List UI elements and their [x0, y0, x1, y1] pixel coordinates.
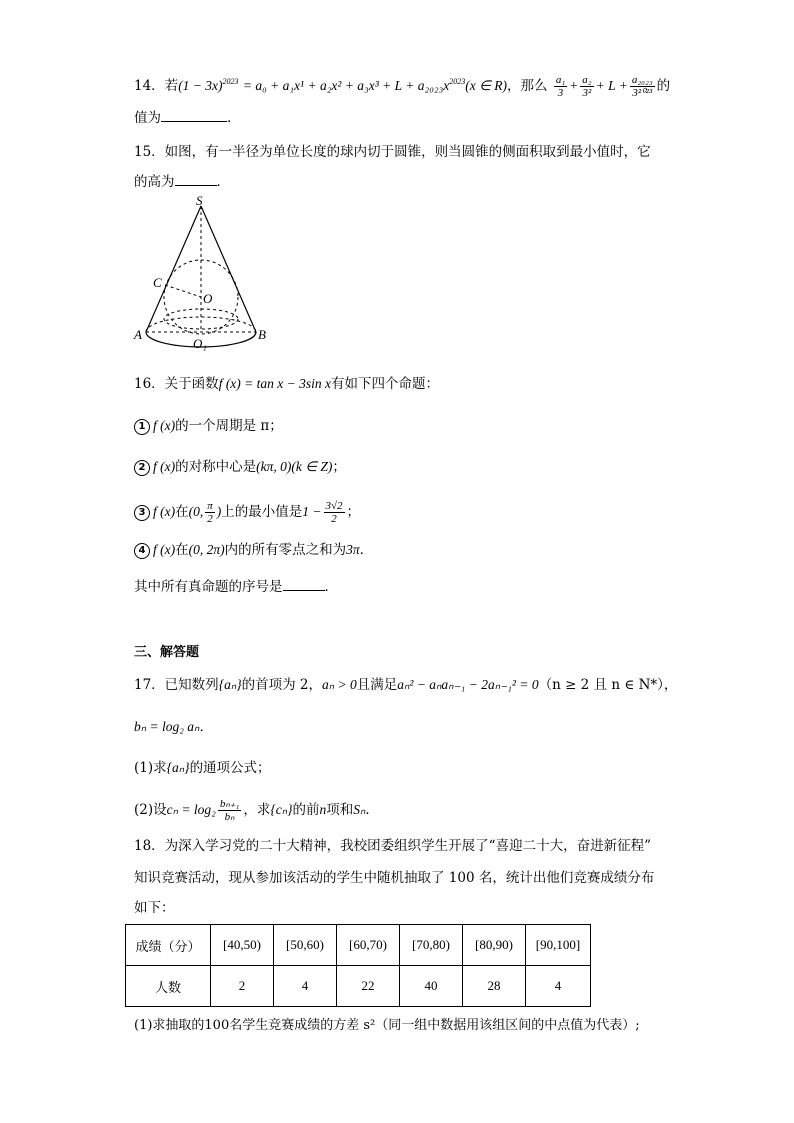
q16-question-text: 其中所有真命题的序号是 [134, 579, 283, 595]
table-header: 成绩（分） [126, 925, 211, 966]
q17-seq: {aₙ} [218, 677, 242, 692]
q14-frac1 [554, 74, 567, 99]
q16-intro [134, 374, 439, 394]
q15-line2 [134, 172, 230, 192]
q16-item-3-interval-b: ) [216, 504, 222, 519]
q17-part2-end: ． [365, 802, 379, 818]
q16-item-3-min-frac [324, 500, 345, 525]
q14-frac3-num: a₂₀₂₃ [631, 74, 653, 86]
q16-item-3-one-minus: 1 − [302, 504, 322, 519]
section-title: 三、解答题 [134, 645, 200, 660]
q14-number: 14．若 [134, 78, 179, 94]
table-cell: 22 [337, 966, 400, 1007]
q16-mark-4: 4 [134, 543, 150, 559]
q17-cond: aₙ > 0 [322, 677, 357, 692]
table-header: [60,70) [337, 925, 400, 966]
q14-frac1-num: a₁ [555, 74, 566, 86]
q17-part2-a: (2)设 [134, 802, 167, 818]
q16-item-2-f: f (x) [153, 459, 176, 474]
q16-item-3-text-b: 上的最小值是 [221, 504, 303, 520]
label-a: A [134, 327, 142, 342]
q14-then: ，那么 [507, 78, 548, 94]
q17-part2 [134, 795, 379, 825]
q16-item-3-text-a: 在 [175, 504, 189, 520]
q16-item-3-end: ； [346, 504, 361, 520]
q16-item-4 [134, 540, 373, 560]
q16-item-3-num: 3√2 [325, 500, 343, 512]
q15-end: ． [216, 174, 230, 190]
q15-line2-text: 的高为 [134, 174, 175, 190]
q17-equation: aₙ² − aₙaₙ₋₁ − 2aₙ₋₁² = 0 [397, 677, 539, 692]
q16-end: ． [324, 579, 338, 595]
q17-line1-c: 且满足 [356, 677, 398, 693]
q15-answer-blank[interactable] [175, 173, 217, 186]
table-row [126, 966, 591, 1007]
q17-part1-a: (1)求 [134, 760, 167, 776]
cone-diagram [130, 192, 280, 352]
q16-item-3-den: 2 [331, 513, 337, 525]
q16-item-2-math: (kπ, 0)(k ∈ Z) [256, 459, 333, 474]
table-header: [40,50) [211, 925, 274, 966]
label-o1: O₁ [193, 336, 207, 351]
q17-part2-S: Sₙ [353, 802, 366, 817]
q16-mark-3: 3 [134, 505, 150, 521]
q18-line2: 知识竞赛活动，现从参加该活动的学生中随机抽取了 100 名，统计出他们竞赛成绩分布 [134, 870, 655, 886]
q17-part2-num: bₙ₊₁ [219, 798, 240, 810]
q17-part2-frac [218, 798, 242, 823]
q16-item-4-val: 3π [346, 542, 360, 557]
q14-frac2-den: 3² [582, 87, 592, 99]
q16-item-2 [134, 457, 346, 477]
table-header-row [126, 925, 591, 966]
q16-item-4-end: ． [359, 542, 374, 558]
q18-part1: (1)求抽取的100名学生竞赛成绩的方差 s²（同一组中数据用该组区间的中点值为代表）; [134, 1018, 640, 1033]
q16-intro-b: 有如下四个命题： [331, 376, 440, 392]
q14-frac1-den: 3 [557, 87, 564, 99]
label-c: C [153, 275, 162, 290]
q14-condition: (x ∈ R) [465, 78, 508, 93]
q17-part1-seq: {aₙ} [166, 760, 190, 775]
q16-mark-1: 1 [134, 419, 150, 435]
q14-exponent-2: 2023 [449, 77, 466, 86]
table-cell: 4 [526, 966, 591, 1007]
q16-item-4-text-a: 在 [175, 542, 189, 558]
radius-oc [165, 285, 201, 297]
label-o: O [203, 291, 213, 306]
table-cell: 2 [211, 966, 274, 1007]
q16-item-1-f: f (x) [153, 418, 176, 433]
q16-item-1-text: 的一个周期是 π； [175, 418, 283, 434]
q17-part1 [134, 758, 271, 778]
q16-item-3-pi-frac [205, 500, 215, 525]
table-header: [70,80) [400, 925, 463, 966]
q14-expansion: = a₀ + a₁x¹ + a₂x² + a₃x³ + L + a₂₀₂₃x [242, 78, 450, 93]
q16-item-4-text-b: 内的所有零点之和为 [224, 542, 347, 558]
label-s: S [196, 193, 203, 208]
q16-item-1 [134, 416, 283, 436]
table-cell: 40 [400, 966, 463, 1007]
q14-frac2-num: a₂ [582, 74, 592, 86]
q17-part2-den: bₙ [224, 811, 235, 823]
q14-line2-text: 值为 [134, 110, 161, 126]
q16-item-3-pi: π [207, 500, 213, 512]
q16-item-3-two: 2 [207, 513, 213, 525]
q17-part2-d: 项和 [326, 802, 354, 818]
q14-exponent: 2023 [222, 77, 239, 86]
table-cell: 4 [274, 966, 337, 1007]
q17-line1-b: 的首项为 2， [241, 677, 323, 693]
base-back-arc [146, 317, 256, 332]
q14-answer-blank[interactable] [161, 109, 227, 122]
q17-line1-a: 17．已知数列 [134, 677, 219, 693]
q18-line3: 如下： [134, 900, 175, 916]
cone-right-edge [201, 206, 256, 332]
q17-part2-b: ，求 [243, 802, 271, 818]
q17-line2: bₙ = log₂ aₙ． [134, 719, 213, 734]
q14-frac3-den: 3²⁰²³ [632, 87, 653, 99]
q16-item-4-math: (0, 2π) [188, 542, 225, 557]
q18-line1: 18．为深入学习党的二十大精神，我校团委组织学生开展了“喜迎二十大，奋进新征程” [134, 838, 651, 854]
q17-part1-b: 的通项公式； [189, 760, 271, 776]
q14-plus: + [569, 78, 579, 93]
q14-de: 的 [656, 78, 671, 94]
q15-line1: 15．如图，有一半径为单位长度的球内切于圆锥，则当圆锥的侧面积取到最小值时，它 [134, 144, 651, 160]
table-header: [80,90) [463, 925, 526, 966]
q16-item-3-f: f (x) [153, 504, 176, 519]
q14-line1 [134, 72, 670, 99]
q16-function: f (x) = tan x − 3sin x [218, 376, 332, 391]
q17-line1 [134, 675, 677, 695]
q16-item-2-text-b: ； [332, 459, 346, 475]
q16-intro-a: 16．关于函数 [134, 376, 219, 392]
q17-part2-c2: 的前 [292, 802, 320, 818]
q16-item-2-text-a: 的对称中心是 [175, 459, 257, 475]
q17-part2-c: cₙ = log₂ [166, 802, 216, 817]
q17-part2-n: n [319, 802, 327, 817]
q14-frac3 [630, 74, 655, 99]
label-b: B [258, 327, 266, 342]
score-table [125, 924, 591, 1007]
q16-item-3 [134, 497, 360, 527]
q16-item-4-f: f (x) [153, 542, 176, 557]
q16-mark-2: 2 [134, 460, 150, 476]
q14-ellipsis: + L + [595, 78, 628, 93]
table-header: [90,100] [526, 925, 591, 966]
q17-paren: （n ≥ 2 且 n ∈ N*）， [538, 677, 678, 693]
table-cell: 28 [463, 966, 526, 1007]
table-row-label: 人数 [126, 966, 211, 1007]
q17-part2-seq: {cₙ} [270, 802, 293, 817]
cone-left-edge [146, 206, 201, 332]
q16-question [134, 577, 338, 597]
q16-item-3-interval-a: (0, [188, 504, 204, 519]
q14-line2 [134, 108, 241, 128]
q16-answer-blank[interactable] [283, 578, 325, 591]
q14-end: ． [227, 110, 241, 126]
q14-frac2 [580, 74, 593, 99]
q14-binomial: (1 − 3x) [178, 78, 223, 93]
table-header: [50,60) [274, 925, 337, 966]
